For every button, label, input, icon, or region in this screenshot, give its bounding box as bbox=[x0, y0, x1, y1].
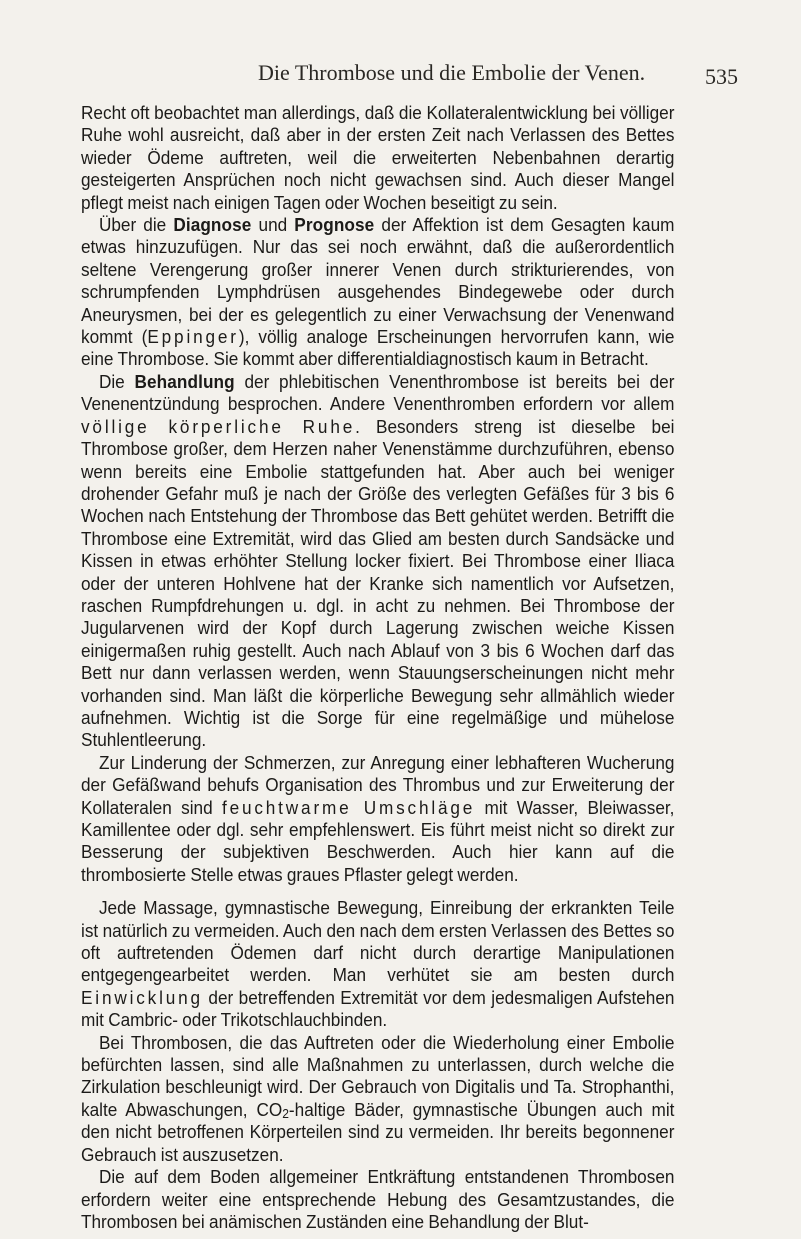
paragraph-kollateral bbox=[81, 102, 674, 214]
page-number: 535 bbox=[705, 64, 738, 89]
paragraph-umschlaege bbox=[81, 752, 674, 886]
paragraph-text: Recht oft beobachtet man allerdings, daß die Kollateralentwicklung bei völliger Ruhe wohl ausreicht, daß aber in der ersten Zeit nach Verlassen des Bettes wieder Ödeme auftreten, weil die erweiterten Nebenbahnen derartig gesteigerten Ansprüchen noch nicht gewachsen sind. Auch dieser Mangel pflegt meist nach einigen Tagen oder Wochen beseitigt zu sein. bbox=[81, 103, 675, 213]
text-run: Über die bbox=[98, 215, 174, 236]
heading-behandlung: Behandlung bbox=[134, 371, 235, 392]
text-run: . Besonders streng ist dieselbe bei Thrombose großer, dem Herzen naher Venenstämme durchzuführen, ebenso wenn bereits eine Embolie stattgefunden hat. Aber auch bei weniger drohender Gefahr muß je nach der Größe des verlegten Gefäßes für 3 bis 6 Wochen nach Entstehung der Thrombose das Bett gehütet werden. Betrifft die Thrombose eine Extremität, wird das Glied am besten durch Sandsäcke und Kissen in etwas erhöhter Stellung locker fixiert. Bei Thrombose einer Iliaca oder der unteren Hohlvene hat der Kranke sich namentlich vor Aufsetzen, raschen Rumpfdrehungen u. dgl. in acht zu nehmen. Bei Thrombose der Jugularvenen wird der Kopf durch Lagerung zwischen weiche Kissen einigermaßen ruhig gestellt. Auch nach Ablauf von 3 bis 6 Wochen darf das Bett nur dann verlassen werden, wenn Stauungserscheinungen nicht mehr vorhanden sind. Man läßt die körperliche Bewegung sehr allmählich wieder aufnehmen. Wichtig ist die Sorge für eine regelmäßige und mühelose Stuhlentleerung. bbox=[81, 416, 675, 751]
text-run: Bei Thrombosen, die das Auftreten oder die Wiederholung einer Embolie befürchten lassen, sind alle Maßnahmen zu unterlassen, durch welche die Zirkulation beschleunigt wird. Der Gebrauch von Digitalis und Ta. Strophanthi, kalte Abwaschungen, CO bbox=[81, 1032, 675, 1120]
paragraph-entkraeftung bbox=[81, 1166, 674, 1233]
text-run: der Affektion ist dem Gesagten kaum etwas hinzuzufügen. Nur das sei noch erwähnt, daß die außerordentlich seltene Verengerung großer innerer Venen durch strikturierendes, von schrumpfenden Lymphdrüsen ausgehendes Bindegewebe oder durch Aneurysmen, bei der es gelegentlich zu einer Verwachsung der Venenwand kommt ( bbox=[81, 215, 675, 348]
paragraph-behandlung bbox=[81, 371, 674, 752]
text-run: und bbox=[251, 215, 295, 236]
emphasis-einwicklung: Einwicklung bbox=[81, 987, 203, 1008]
text-run: der phlebitischen Venenthrombose ist bereits bei der Venenentzündung besprochen. Andere Venenthromben erfordern vor allem bbox=[81, 371, 675, 415]
text-run: mit Wasser, Bleiwasser, Kamillentee oder dgl. sehr empfehlenswert. Eis führt meist nicht so direkt zur Besserung der subjektiven Beschwerden. Auch hier kann auf die thrombosierte Stelle etwas graues Pflaster gelegt werden. bbox=[81, 797, 675, 885]
text-run: Jede Massage, gymnastische Bewegung, Einreibung der erkrankten Teile ist natürlich zu vermeiden. Auch den nach dem ersten Verlassen des Bettes so oft auftretenden Ödemen darf nicht durch derartige Manipulationen entgegengearbeitet werden. Man verhütet sie am besten durch bbox=[81, 898, 675, 986]
text-run: -haltige Bäder, gymnastische Übungen auch mit den nicht betroffenen Körperteilen sind zu vermeiden. Ihr bereits begonnener Gebrauch ist auszusetzen. bbox=[81, 1099, 675, 1165]
emphasis-umschlaege: feuchtwarme Umschläge bbox=[221, 797, 476, 818]
paragraph-embolie bbox=[81, 1032, 674, 1166]
text-run: der betreffenden Extremität vor dem jedesmaligen Aufstehen mit Cambric- oder Trikotschlauchbinden. bbox=[81, 987, 675, 1031]
paragraph-diagnose bbox=[81, 214, 674, 371]
page-header bbox=[0, 60, 801, 92]
paragraph-text: Die auf dem Boden allgemeiner Entkräftung entstandenen Thrombosen erfordern weiter eine entsprechende Hebung des Gesamtzustandes, die Thrombosen bei anämischen Zuständen eine Behandlung der Blut- bbox=[81, 1167, 675, 1232]
subscript-2: 2 bbox=[282, 1105, 289, 1121]
emphasis-ruhe: völlige körperliche Ruhe bbox=[81, 416, 356, 437]
heading-prognose: Prognose bbox=[294, 215, 375, 236]
text-run: Die bbox=[98, 371, 135, 392]
heading-diagnose: Diagnose bbox=[173, 215, 252, 236]
text-run: ), völlig analoge Erscheinungen hervorrufen kann, wie eine Thrombose. Sie kommt aber differentialdiagnostisch kaum in Betracht. bbox=[81, 327, 675, 370]
text-run: Zur Linderung der Schmerzen, zur Anregung einer lebhafteren Wucherung der Gefäßwand behufs Organisation des Thrombus und zur Erweiterung der Kollateralen sind bbox=[81, 752, 675, 818]
paragraph-massage bbox=[81, 897, 674, 1031]
author-name: Eppinger bbox=[147, 327, 239, 348]
body-text bbox=[81, 102, 674, 1233]
running-head: Die Thrombose und die Embolie der Venen. bbox=[258, 60, 646, 85]
